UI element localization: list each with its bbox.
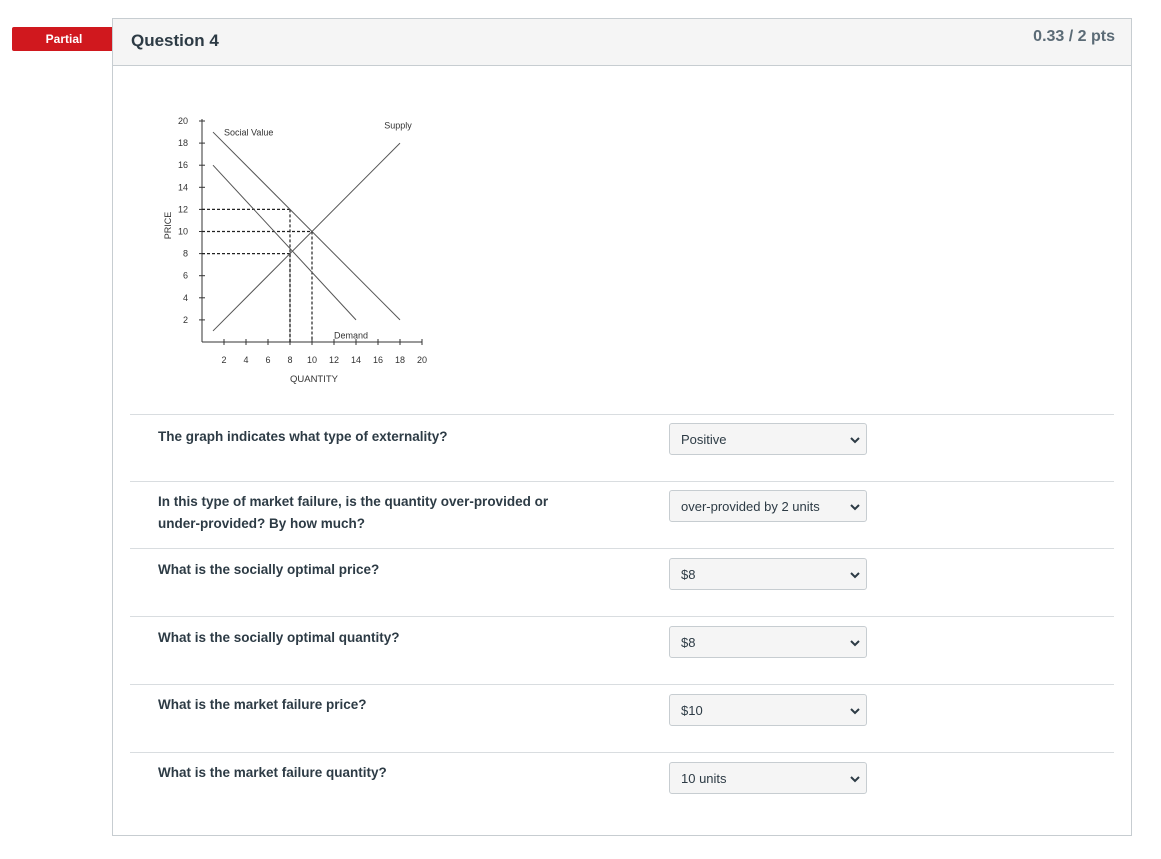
social-value-line: [213, 132, 400, 320]
question-prompt: What is the socially optimal price?: [158, 562, 380, 577]
y-tick-label: 10: [177, 226, 188, 237]
question-points: 0.33 / 2 pts: [1033, 28, 1115, 45]
demand-label: Demand: [334, 330, 369, 341]
y-axis-label: PRICE: [163, 211, 173, 240]
x-tick-label: 18: [394, 355, 406, 365]
answer-dropdown-value: $10: [681, 703, 703, 718]
question-row: [130, 548, 1114, 616]
demand-line: [213, 165, 356, 320]
question-row: [130, 616, 1114, 684]
chevron-down-icon: [850, 774, 860, 784]
x-tick-label: 2: [221, 355, 227, 365]
answer-dropdown-value: over-provided by 2 units: [681, 499, 820, 514]
question-prompt: What is the socially optimal quantity?: [158, 630, 400, 645]
externality-graph: [158, 110, 458, 390]
y-tick-label: 12: [177, 204, 188, 215]
answer-dropdown-value: 10 units: [681, 771, 727, 786]
x-tick-label: 4: [243, 355, 249, 365]
question-prompt: The graph indicates what type of externality?: [158, 429, 448, 444]
y-tick-label: 16: [177, 160, 188, 171]
y-tick-label: 18: [177, 138, 188, 149]
y-tick-label: 14: [177, 182, 188, 193]
answer-dropdown[interactable]: [669, 626, 867, 658]
answer-dropdown-value: $8: [681, 567, 696, 582]
question-header: [113, 19, 1131, 66]
chart-guides: [202, 209, 312, 342]
badge-label: Partial: [45, 32, 83, 46]
y-tick-label: 8: [182, 248, 188, 259]
chevron-down-icon: [850, 706, 860, 716]
question-row: [130, 481, 1114, 549]
supply-label: Supply: [384, 120, 412, 131]
y-tick-label: 2: [182, 314, 188, 325]
answer-dropdown-value: $8: [681, 635, 696, 650]
chevron-down-icon: [850, 435, 860, 445]
x-tick-label: 16: [372, 355, 384, 365]
x-tick-label: 8: [287, 355, 293, 365]
x-tick-label: 12: [328, 355, 340, 365]
x-tick-label: 14: [350, 355, 362, 365]
chart-labels: [163, 121, 412, 385]
chart-lines: [213, 132, 400, 331]
question-row: [130, 752, 1114, 820]
y-tick-label: 20: [177, 116, 188, 126]
answer-dropdown-value: Positive: [681, 432, 727, 447]
chevron-down-icon: [850, 570, 860, 580]
question-title: Question 4: [131, 31, 219, 50]
y-tick-label: 4: [182, 292, 188, 303]
x-tick-label: 6: [265, 355, 271, 365]
x-axis-label: QUANTITY: [289, 374, 339, 385]
x-tick-label: 10: [306, 355, 318, 365]
chevron-down-icon: [850, 502, 860, 512]
answer-dropdown[interactable]: [669, 694, 867, 726]
question-prompt: What is the market failure price?: [158, 697, 367, 712]
question-prompt: In this type of market failure, is the quantity over-provided or under-provided? By how much?: [158, 494, 549, 531]
answer-dropdown[interactable]: [669, 558, 867, 590]
y-tick-label: 6: [182, 270, 188, 281]
answer-dropdown[interactable]: [669, 423, 867, 455]
question-row: [130, 414, 1114, 482]
partial-badge: [12, 27, 125, 51]
social-value-label: Social Value: [224, 127, 274, 138]
question-row: [130, 684, 1114, 752]
answer-dropdown[interactable]: [669, 490, 867, 522]
answer-dropdown[interactable]: [669, 762, 867, 794]
chevron-down-icon: [850, 638, 860, 648]
question-prompt: What is the market failure quantity?: [158, 765, 387, 780]
x-tick-label: 20: [416, 355, 428, 365]
supply-line: [213, 143, 400, 331]
